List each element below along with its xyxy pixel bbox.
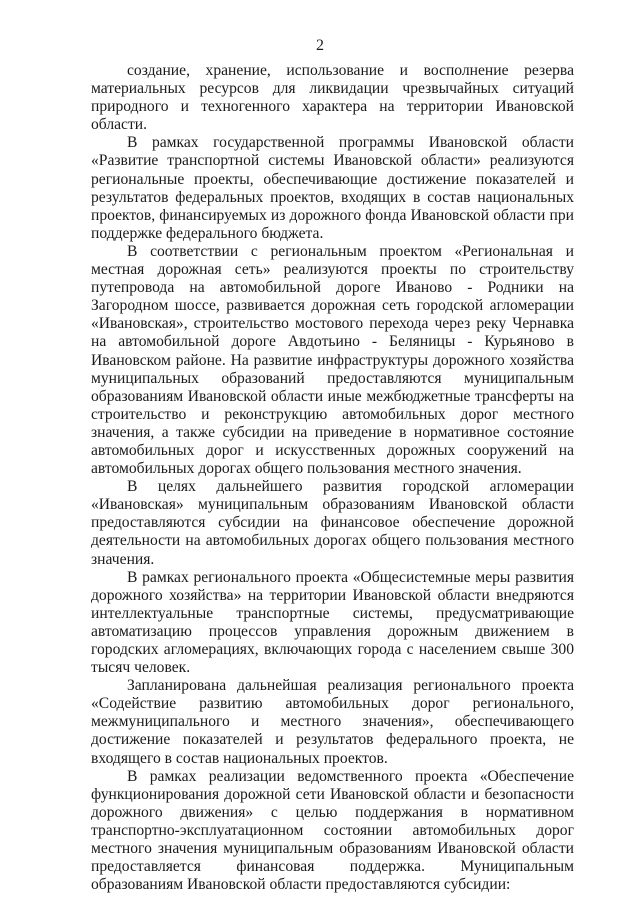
paragraph-5: В рамках регионального проекта «Общесистемные меры развития дорожного хозяйства» на территории Ивановской области внедряются интеллектуальные транспортные системы, предусматривающие автоматизацию процессов управления дорожным движением в городских агломерациях, включающих города с населением свыше 300 тысяч человек.: [91, 568, 574, 677]
document-body: [91, 62, 574, 894]
paragraph-6: Запланирована дальнейшая реализация регионального проекта «Содействие развитию автомобильных дорог регионального, межмуниципального и местного значения», обеспечивающего достижение показателей и результатов федерального проекта, не входящего в состав национальных проектов.: [91, 677, 574, 767]
paragraph-4: В целях дальнейшего развития городской агломерации «Ивановская» муниципальным образованиям Ивановской области предоставляются субсидии на финансовое обеспечение дорожной деятельности на автомобильных дорогах общего пользования местного значения.: [91, 478, 574, 568]
page-number: 2: [316, 37, 324, 54]
paragraph-7: В рамках реализации ведомственного проекта «Обеспечение функционирования дорожной сети Ивановской области и безопасности дорожного движения» с целью поддержания в нормативном транспортно-эксплуатационном состоянии автомобильных дорог местного значения муниципальным образованиям Ивановской области предоставляется финансовая поддержка. Муниципальным образованиям Ивановской области предоставляются субсидии:: [91, 767, 574, 894]
paragraph-1: создание, хранение, использование и восполнение резерва материальных ресурсов для ликвидации чрезвычайных ситуаций природного и техногенного характера на территории Ивановской области.: [91, 62, 574, 134]
paragraph-2: В рамках государственной программы Ивановской области «Развитие транспортной системы Ивановской области» реализуются региональные проекты, обеспечивающие достижение показателей и результатов федеральных проектов, входящих в состав национальных проектов, финансируемых из дорожного фонда Ивановской области при поддержке федерального бюджета.: [91, 134, 574, 242]
paragraph-3: В соответствии с региональным проектом «Региональная и местная дорожная сеть» реализуются проекты по строительству путепровода на автомобильной дороге Иваново - Родники на Загородном шоссе, развивается дорожная сеть городской агломерации «Ивановская», строительство мостового перехода через реку Чернавка на автомобильной дороге Авдотьино - Беляницы - Курьяново в Ивановском районе. На развитие инфраструктуры дорожного хозяйства муниципальных образований предоставляются муниципальным образованиям Ивановской области иные межбюджетные трансферты на строительство и реконструкцию автомобильных дорог местного значения, а также субсидии на приведение в нормативное состояние автомобильных дорог и искусственных дорожных сооружений на автомобильных дорогах общего пользования местного значения.: [91, 242, 574, 478]
